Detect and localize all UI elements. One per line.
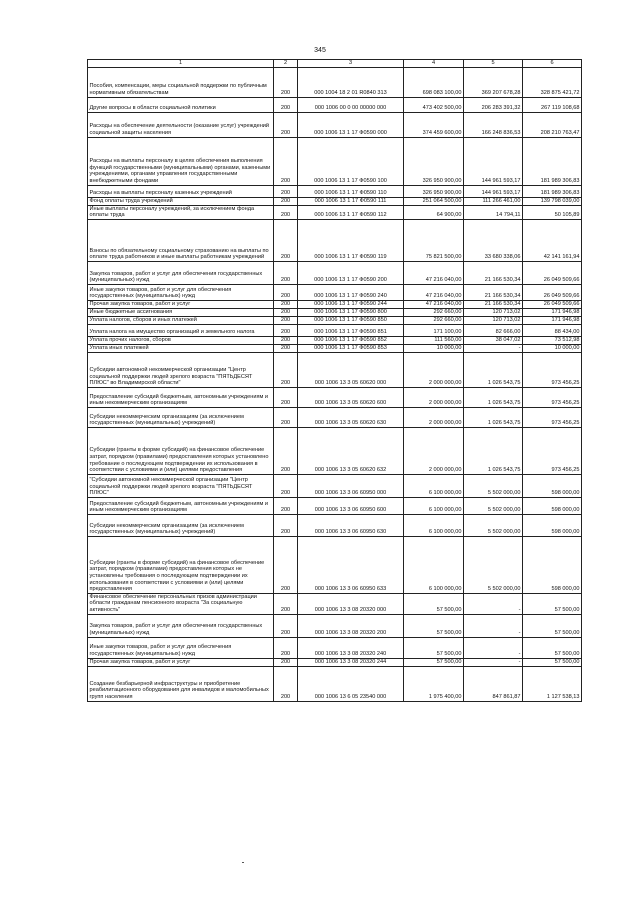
budget-table	[87, 59, 582, 702]
row-code: 200	[274, 614, 298, 637]
row-amount-col-6: 328 875 421,72	[523, 67, 582, 97]
row-target-code: 000 1006 13 3 08 20320 200	[298, 614, 404, 637]
table-row	[88, 387, 582, 407]
row-amount-col-4: 171 100,00	[404, 324, 464, 336]
row-amount-col-4: 6 100 000,00	[404, 536, 464, 593]
row-amount-col-4: 326 950 900,00	[404, 137, 464, 185]
row-name: Прочая закупка товаров, работ и услуг	[88, 300, 274, 308]
row-amount-col-6: 598 000,00	[523, 497, 582, 514]
row-amount-col-4: 251 064 500,00	[404, 197, 464, 205]
row-target-code: 000 1006 13 3 06 60950 633	[298, 536, 404, 593]
row-target-code: 000 1006 00 0 00 00000 000	[298, 97, 404, 112]
row-code: 200	[274, 284, 298, 300]
row-amount-col-5: 21 166 530,34	[464, 261, 523, 284]
table-header-row	[88, 60, 582, 68]
row-amount-col-4: 292 660,00	[404, 316, 464, 324]
row-amount-col-4: 2 000 000,00	[404, 407, 464, 427]
row-code: 200	[274, 219, 298, 261]
table-row	[88, 352, 582, 387]
row-name: Закупка товаров, работ и услуг для обеспечения государственных (муниципальных) нужд	[88, 261, 274, 284]
row-name: "Субсидии автономной некоммерческой организации "Центр социальной поддержки людей зрелого возраста "ПЯТЬДЕСЯТ ПЛЮС"	[88, 474, 274, 497]
row-code: 200	[274, 112, 298, 137]
row-amount-col-4: 57 500,00	[404, 637, 464, 658]
row-code: 200	[274, 593, 298, 614]
row-amount-col-5: 14 794,11	[464, 205, 523, 219]
row-name: Расходы на обеспечение деятельности (оказание услуг) учреждений социальной защиты населения	[88, 112, 274, 137]
row-amount-col-4: 64 900,00	[404, 205, 464, 219]
table-row	[88, 637, 582, 658]
table-row	[88, 197, 582, 205]
row-amount-col-6: 57 500,00	[523, 593, 582, 614]
row-amount-col-6: 26 049 509,66	[523, 261, 582, 284]
table-row	[88, 67, 582, 97]
row-amount-col-5: 5 502 000,00	[464, 497, 523, 514]
row-amount-col-6: 598 000,00	[523, 536, 582, 593]
row-code: 200	[274, 497, 298, 514]
row-code: 200	[274, 316, 298, 324]
row-code: 200	[274, 637, 298, 658]
row-amount-col-6: 973 456,25	[523, 407, 582, 427]
row-name: Финансовое обеспечение персональных призов администрации области гражданам пенсионного возраста "За социальную активность"	[88, 593, 274, 614]
row-amount-col-6: 88 434,00	[523, 324, 582, 336]
table-row	[88, 514, 582, 536]
header-col-6: 6	[523, 60, 582, 68]
row-amount-col-6: 171 946,98	[523, 308, 582, 316]
row-amount-col-4: 2 000 000,00	[404, 427, 464, 474]
row-amount-col-4: 47 216 040,00	[404, 261, 464, 284]
table-row	[88, 666, 582, 701]
row-target-code: 000 1006 13 1 17 Ф0590 119	[298, 219, 404, 261]
row-target-code: 000 1006 13 3 08 20320 000	[298, 593, 404, 614]
table-row	[88, 658, 582, 666]
row-amount-col-6: 181 989 306,83	[523, 185, 582, 197]
row-amount-col-4: 326 950 900,00	[404, 185, 464, 197]
row-name: Предоставление субсидий бюджетным, автономным учреждениям и иным некоммерческим организациям	[88, 497, 274, 514]
row-amount-col-5: 111 266 461,00	[464, 197, 523, 205]
row-code: 200	[274, 344, 298, 352]
row-amount-col-6: 10 000,00	[523, 344, 582, 352]
row-amount-col-4: 57 500,00	[404, 593, 464, 614]
row-target-code: 000 1006 13 1 17 Ф0590 851	[298, 324, 404, 336]
row-amount-col-4: 2 000 000,00	[404, 352, 464, 387]
header-col-2: 2	[274, 60, 298, 68]
scan-speck	[242, 862, 244, 863]
row-amount-col-5: -	[464, 593, 523, 614]
row-amount-col-6: 973 456,25	[523, 427, 582, 474]
row-target-code: 000 1006 13 1 17 Ф0590 852	[298, 336, 404, 344]
row-code: 200	[274, 336, 298, 344]
row-target-code: 000 1006 13 3 06 60950 630	[298, 514, 404, 536]
table-row	[88, 497, 582, 514]
row-amount-col-4: 6 100 000,00	[404, 514, 464, 536]
row-target-code: 000 1006 13 1 17 Ф0590 111	[298, 197, 404, 205]
table-row	[88, 137, 582, 185]
header-col-4: 4	[404, 60, 464, 68]
row-target-code: 000 1004 18 2 01 R0840 313	[298, 67, 404, 97]
row-code: 200	[274, 261, 298, 284]
row-amount-col-5: 38 047,02	[464, 336, 523, 344]
row-target-code: 000 1006 13 3 08 20320 244	[298, 658, 404, 666]
row-target-code: 000 1006 13 3 06 60950 000	[298, 474, 404, 497]
row-amount-col-5: 144 961 593,17	[464, 185, 523, 197]
row-name: Иные бюджетные ассигнования	[88, 308, 274, 316]
table-row	[88, 205, 582, 219]
row-amount-col-4: 292 660,00	[404, 308, 464, 316]
row-code: 200	[274, 137, 298, 185]
row-target-code: 000 1006 13 1 17 Ф0590 000	[298, 112, 404, 137]
row-amount-col-4: 1 975 400,00	[404, 666, 464, 701]
row-amount-col-4: 2 000 000,00	[404, 387, 464, 407]
row-target-code: 000 1006 13 1 17 Ф0590 100	[298, 137, 404, 185]
row-amount-col-5: 1 026 543,75	[464, 407, 523, 427]
row-name: Уплата прочих налогов, сборов	[88, 336, 274, 344]
row-name: Субсидии (гранты в форме субсидий) на финансовое обеспечение затрат, порядком (правилами) предоставления которых установлено требование о последующем подтверждении их использования в соответствии с условиями и (или) целями предоставления	[88, 427, 274, 474]
row-target-code: 000 1006 13 1 17 Ф0590 240	[298, 284, 404, 300]
row-amount-col-4: 6 100 000,00	[404, 474, 464, 497]
row-amount-col-5: 1 026 543,75	[464, 427, 523, 474]
table-row	[88, 593, 582, 614]
row-target-code: 000 1006 13 3 08 20320 240	[298, 637, 404, 658]
row-code: 200	[274, 67, 298, 97]
table-row	[88, 308, 582, 316]
row-amount-col-5: 5 502 000,00	[464, 474, 523, 497]
header-col-3: 3	[298, 60, 404, 68]
row-target-code: 000 1006 13 1 17 Ф0590 200	[298, 261, 404, 284]
row-name: Субсидии некоммерческим организациям (за исключением государственных (муниципальных) учреждений)	[88, 514, 274, 536]
row-amount-col-5: 21 166 530,34	[464, 300, 523, 308]
row-amount-col-4: 6 100 000,00	[404, 497, 464, 514]
table-row	[88, 474, 582, 497]
row-code: 200	[274, 666, 298, 701]
row-target-code: 000 1006 13 1 17 Ф0590 110	[298, 185, 404, 197]
row-amount-col-6: 267 119 108,68	[523, 97, 582, 112]
row-amount-col-4: 374 459 600,00	[404, 112, 464, 137]
row-amount-col-6: 1 127 538,13	[523, 666, 582, 701]
row-name: Субсидии автономной некоммерческой организации "Центр социальной поддержки людей зрелого возраста "ПЯТЬДЕСЯТ ПЛЮС" во Владимирской области"	[88, 352, 274, 387]
row-amount-col-5: 1 026 543,75	[464, 352, 523, 387]
row-amount-col-6: 181 989 306,83	[523, 137, 582, 185]
row-name: Иные выплаты персоналу учреждений, за исключением фонда оплаты труда	[88, 205, 274, 219]
page-number: 345	[314, 47, 326, 54]
table-row	[88, 219, 582, 261]
row-amount-col-5: 120 713,02	[464, 316, 523, 324]
row-amount-col-4: 47 216 040,00	[404, 284, 464, 300]
row-code: 200	[274, 324, 298, 336]
row-name: Другие вопросы в области социальной политики	[88, 97, 274, 112]
row-code: 200	[274, 308, 298, 316]
row-amount-col-6: 139 798 039,00	[523, 197, 582, 205]
row-amount-col-4: 473 402 500,00	[404, 97, 464, 112]
row-target-code: 000 1006 13 1 17 Ф0590 112	[298, 205, 404, 219]
row-name: Предоставление субсидий бюджетным, автономным учреждениям и иным некоммерческим организациям	[88, 387, 274, 407]
row-name: Субсидии (гранты в форме субсидий) на финансовое обеспечение затрат, порядком (правилами) предоставления которых не установлены требования о последующем подтверждении их использования в соответствии с условиями и (или) целями предоставления	[88, 536, 274, 593]
row-code: 200	[274, 387, 298, 407]
table-row	[88, 614, 582, 637]
row-amount-col-5: 5 502 000,00	[464, 536, 523, 593]
row-code: 200	[274, 474, 298, 497]
row-amount-col-6: 57 500,00	[523, 637, 582, 658]
row-target-code: 000 1006 13 3 05 60620 630	[298, 407, 404, 427]
row-amount-col-6: 26 049 509,66	[523, 300, 582, 308]
row-name: Уплата иных платежей	[88, 344, 274, 352]
row-amount-col-6: 26 049 509,66	[523, 284, 582, 300]
row-name: Создание безбарьерной инфраструктуры и приобретение реабилитационного оборудования для инвалидов и маломобильных групп населения	[88, 666, 274, 701]
row-code: 200	[274, 205, 298, 219]
row-name: Взносы по обязательному социальному страхованию на выплаты по оплате труда работников и иные выплаты работникам учреждений	[88, 219, 274, 261]
row-amount-col-6: 50 105,89	[523, 205, 582, 219]
row-amount-col-6: 57 500,00	[523, 614, 582, 637]
row-name: Закупка товаров, работ и услуг для обеспечения государственных (муниципальных) нужд	[88, 614, 274, 637]
row-name: Иные закупки товаров, работ и услуг для обеспечения государственных (муниципальных) нужд	[88, 637, 274, 658]
row-code: 200	[274, 185, 298, 197]
row-amount-col-5: 82 666,00	[464, 324, 523, 336]
row-amount-col-4: 75 821 500,00	[404, 219, 464, 261]
row-target-code: 000 1006 13 3 06 60950 600	[298, 497, 404, 514]
row-target-code: 000 1006 13 3 05 60620 632	[298, 427, 404, 474]
row-code: 200	[274, 97, 298, 112]
row-name: Расходы на выплаты персоналу казенных учреждений	[88, 185, 274, 197]
table-row	[88, 427, 582, 474]
table-row	[88, 536, 582, 593]
row-target-code: 000 1006 13 1 17 Ф0590 244	[298, 300, 404, 308]
row-amount-col-6: 57 500,00	[523, 658, 582, 666]
row-amount-col-5: 144 961 593,17	[464, 137, 523, 185]
row-amount-col-6: 973 456,25	[523, 387, 582, 407]
row-amount-col-6: 42 141 161,94	[523, 219, 582, 261]
row-amount-col-4: 698 083 100,00	[404, 67, 464, 97]
table-row	[88, 97, 582, 112]
table-row	[88, 407, 582, 427]
row-amount-col-5: 206 283 391,32	[464, 97, 523, 112]
table-row	[88, 300, 582, 308]
row-amount-col-5: -	[464, 637, 523, 658]
row-code: 200	[274, 300, 298, 308]
row-amount-col-6: 973 456,25	[523, 352, 582, 387]
row-target-code: 000 1006 13 1 17 Ф0590 800	[298, 308, 404, 316]
row-amount-col-5: 847 861,87	[464, 666, 523, 701]
row-amount-col-4: 47 216 040,00	[404, 300, 464, 308]
row-amount-col-5: 33 680 338,06	[464, 219, 523, 261]
table-row	[88, 112, 582, 137]
row-name: Уплата налога на имущество организаций и земельного налога	[88, 324, 274, 336]
row-name: Прочая закупка товаров, работ и услуг	[88, 658, 274, 666]
row-name: Иные закупки товаров, работ и услуг для обеспечения государственных (муниципальных) нужд	[88, 284, 274, 300]
table-row	[88, 316, 582, 324]
row-code: 200	[274, 427, 298, 474]
table-row	[88, 344, 582, 352]
row-target-code: 000 1006 13 1 17 Ф0590 850	[298, 316, 404, 324]
row-amount-col-5: -	[464, 344, 523, 352]
row-amount-col-5: 369 207 678,28	[464, 67, 523, 97]
row-code: 200	[274, 536, 298, 593]
row-amount-col-4: 57 500,00	[404, 658, 464, 666]
row-name: Уплата налогов, сборов и иных платежей	[88, 316, 274, 324]
row-target-code: 000 1006 13 6 05 23540 000	[298, 666, 404, 701]
table-row	[88, 284, 582, 300]
row-amount-col-6: 598 000,00	[523, 474, 582, 497]
row-amount-col-4: 10 000,00	[404, 344, 464, 352]
row-code: 200	[274, 514, 298, 536]
row-amount-col-5: 1 026 543,75	[464, 387, 523, 407]
row-amount-col-5: 166 248 836,53	[464, 112, 523, 137]
row-target-code: 000 1006 13 3 05 60620 000	[298, 352, 404, 387]
row-target-code: 000 1006 13 3 05 60620 600	[298, 387, 404, 407]
table-row	[88, 261, 582, 284]
row-amount-col-6: 73 512,98	[523, 336, 582, 344]
row-amount-col-4: 57 500,00	[404, 614, 464, 637]
row-amount-col-4: 111 560,00	[404, 336, 464, 344]
table-row	[88, 324, 582, 336]
row-amount-col-6: 208 210 763,47	[523, 112, 582, 137]
row-amount-col-5: 5 502 000,00	[464, 514, 523, 536]
row-name: Пособия, компенсации, меры социальной поддержки по публичным нормативным обязательствам	[88, 67, 274, 97]
row-name: Фонд оплаты труда учреждений	[88, 197, 274, 205]
row-name: Субсидии некоммерческим организациям (за исключением государственных (муниципальных) учреждений)	[88, 407, 274, 427]
row-amount-col-5: -	[464, 614, 523, 637]
header-col-1: 1	[88, 60, 274, 68]
header-col-5: 5	[464, 60, 523, 68]
row-amount-col-5: 21 166 530,34	[464, 284, 523, 300]
row-amount-col-6: 171 946,98	[523, 316, 582, 324]
row-code: 200	[274, 407, 298, 427]
row-amount-col-5: -	[464, 658, 523, 666]
row-code: 200	[274, 197, 298, 205]
row-target-code: 000 1006 13 1 17 Ф0590 853	[298, 344, 404, 352]
row-amount-col-5: 120 713,02	[464, 308, 523, 316]
row-code: 200	[274, 658, 298, 666]
table-row	[88, 336, 582, 344]
row-name: Расходы на выплаты персоналу в целях обеспечения выполнения функций государственными (муниципальными) органами, казенными учреждениями, органами управления государственными внебюджетными фондами	[88, 137, 274, 185]
row-code: 200	[274, 352, 298, 387]
table-row	[88, 185, 582, 197]
row-amount-col-6: 598 000,00	[523, 514, 582, 536]
